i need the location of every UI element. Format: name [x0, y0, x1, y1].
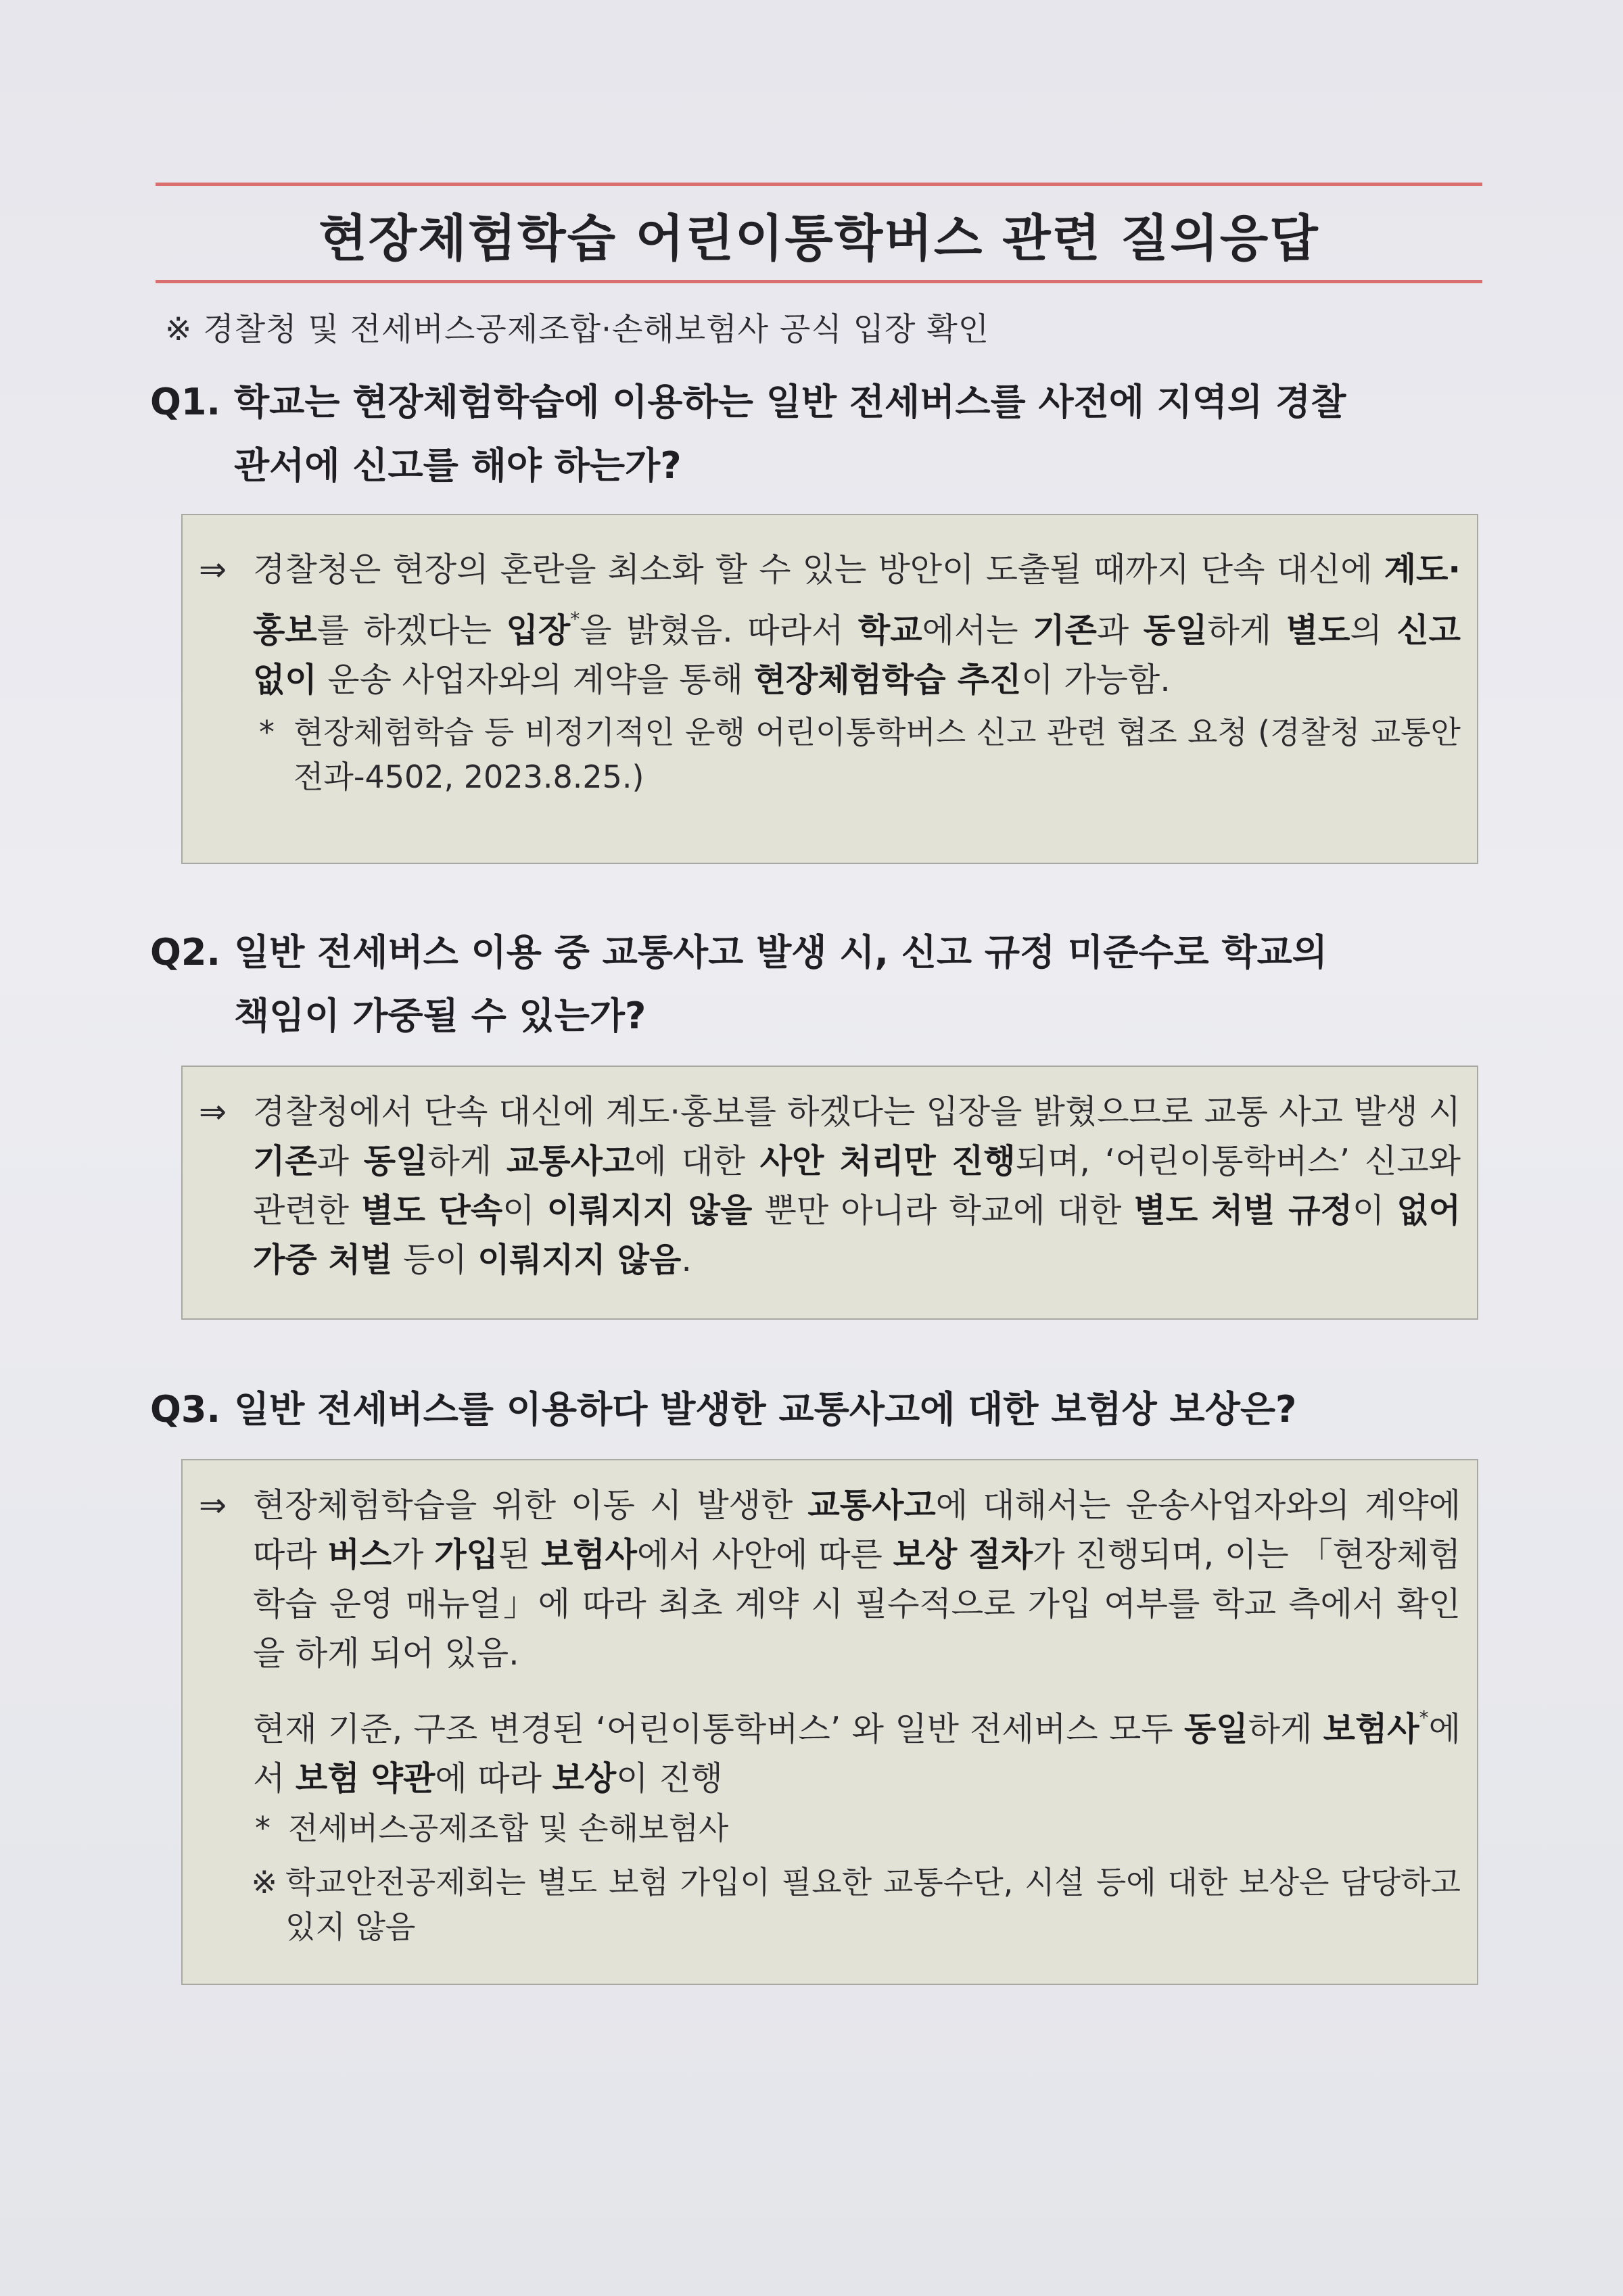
answer-paragraph — [183, 1087, 1477, 1285]
answer-box-3 — [181, 1459, 1478, 1985]
footnote — [183, 710, 1477, 799]
remark-text: 학교안전공제회는 별도 보험 가입이 필요한 교통수단, 시설 등에 대한 보상은 담당하고 있지 않음 — [285, 1864, 1461, 1945]
question-text: 학교는 현장체험학습에 이용하는 일반 전세버스를 사전에 지역의 경찰 — [234, 381, 1346, 423]
answer-box-1 — [181, 514, 1478, 864]
page-title: 현장체험학습 어린이통학버스 관련 질의응답 — [319, 210, 1319, 268]
question-text-cont: 관서에 신고를 해야 하는가? — [234, 444, 682, 487]
question-1 — [150, 370, 1488, 498]
footnote — [183, 1806, 1477, 1850]
question-text: 일반 전세버스 이용 중 교통사고 발생 시, 신고 규정 미준수로 학교의 — [234, 931, 1327, 974]
answer-paragraph-2 — [183, 1693, 1477, 1803]
arrow-icon: ⇒ — [199, 1093, 227, 1131]
question-number: Q1. — [150, 381, 220, 423]
answer-paragraph — [183, 1481, 1477, 1678]
answer-text: 경찰청은 현장의 혼란을 최소화 할 수 있는 방안이 도출될 때까지 단속 대신에 계도·홍보를 하겠다는 입장*을 밝혔음. 따라서 학교에서는 기존과 동일하게 별도의 신고 없이 운송 사업자와의 계약을 통해 현장체험학습 추진이 가능함. — [253, 550, 1461, 699]
remark-mark: ※ — [251, 1864, 277, 1900]
title-top-rule — [156, 183, 1482, 186]
question-number: Q3. — [150, 1388, 220, 1431]
question-3 — [150, 1378, 1488, 1441]
arrow-icon: ⇒ — [199, 1486, 227, 1525]
source-note: ※ 경찰청 및 전세버스공제조합·손해보험사 공식 입장 확인 — [165, 311, 990, 348]
question-number: Q2. — [150, 931, 220, 974]
footnote-mark: * — [255, 1810, 270, 1846]
title-bottom-rule — [156, 280, 1482, 283]
question-2 — [150, 921, 1488, 1048]
footnote-text: 현장체험학습 등 비정기적인 운행 어린이통학버스 신고 관련 협조 요청 (경찰청 교통안전과-4502, 2023.8.25.) — [293, 714, 1461, 795]
footnote-mark: * — [259, 714, 275, 750]
answer-text: 경찰청에서 단속 대신에 계도·홍보를 하겠다는 입장을 밝혔으므로 교통 사고 발생 시 기존과 동일하게 교통사고에 대한 사안 처리만 진행되며, ‘어린이통학버스’ 신고와 관련한 별도 단속이 이뤄지지 않을 뿐만 아니라 학교에 대한 별도 처벌 규정이 없어 가중 처벌 등이 이뤄지지 않음. — [253, 1093, 1461, 1279]
answer-text-2: 현재 기준, 구조 변경된 ‘어린이통학버스’ 와 일반 전세버스 모두 동일하게 보험사*에서 보험 약관에 따라 보상이 진행 — [253, 1706, 1461, 1798]
question-text: 일반 전세버스를 이용하다 발생한 교통사고에 대한 보험상 보상은? — [234, 1388, 1297, 1431]
arrow-icon: ⇒ — [199, 550, 227, 589]
answer-box-2 — [181, 1066, 1478, 1320]
footnote-text: 전세버스공제조합 및 손해보험사 — [288, 1810, 729, 1846]
answer-text: 현장체험학습을 위한 이동 시 발생한 교통사고에 대해서는 운송사업자와의 계약에 따라 버스가 가입된 보험사에서 사안에 따른 보상 절차가 진행되며, 이는 「현장체험학습 운영 매뉴얼」에 따라 최초 계약 시 필수적으로 가입 여부를 학교 측에서 확인을 하게 되어 있음. — [253, 1486, 1461, 1673]
question-text-cont: 책임이 가중될 수 있는가? — [234, 995, 646, 1037]
remark — [183, 1860, 1477, 1949]
answer-paragraph — [183, 545, 1477, 704]
